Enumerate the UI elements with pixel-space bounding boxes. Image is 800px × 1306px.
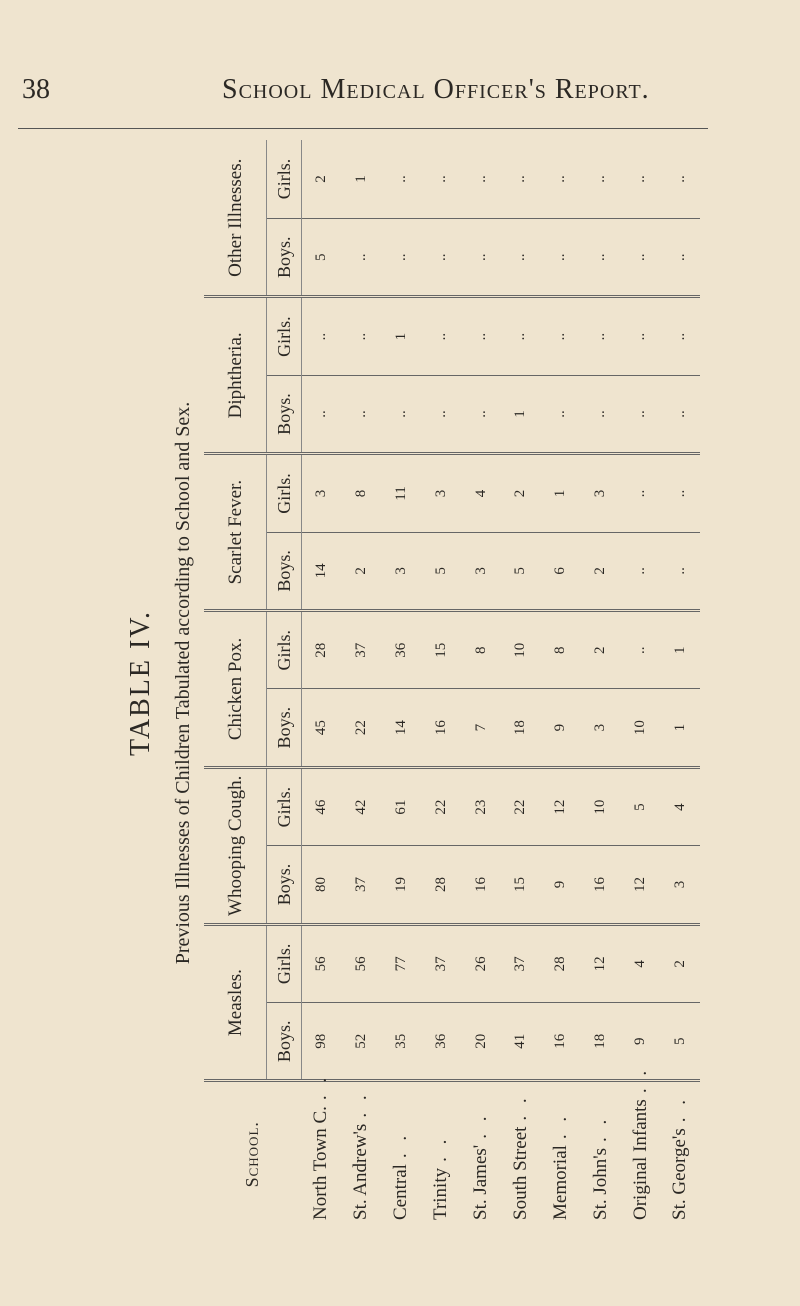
leader-dots: . . bbox=[470, 1112, 491, 1139]
count-cell: 28 bbox=[421, 846, 461, 924]
school-name: St. James' bbox=[470, 1144, 491, 1220]
count-cell: .. bbox=[661, 375, 701, 453]
count-cell: .. bbox=[581, 140, 621, 219]
count-cell: 52 bbox=[341, 1003, 381, 1081]
leader-dots: . . bbox=[549, 1112, 571, 1140]
count-cell: .. bbox=[421, 297, 461, 375]
school-name: Trinity bbox=[430, 1167, 452, 1220]
count-cell: 1 bbox=[661, 689, 701, 767]
count-cell: .. bbox=[661, 140, 701, 219]
table-row bbox=[341, 140, 381, 1226]
count-cell: 28 bbox=[302, 611, 342, 689]
school-name: St. Andrew's bbox=[350, 1123, 372, 1220]
count-cell: 5 bbox=[661, 1003, 701, 1081]
school-name: South Street bbox=[509, 1126, 531, 1220]
page-number: 38 bbox=[22, 74, 50, 105]
count-cell: 4 bbox=[461, 454, 501, 532]
count-cell: 3 bbox=[381, 532, 421, 610]
count-cell: 35 bbox=[381, 1003, 421, 1081]
count-cell: 37 bbox=[341, 846, 381, 924]
count-cell: 2 bbox=[661, 924, 701, 1002]
group-header: Scarlet Fever. bbox=[204, 454, 267, 611]
count-cell: 19 bbox=[381, 846, 421, 924]
count-cell: 56 bbox=[302, 924, 342, 1002]
leader-dots: . . bbox=[589, 1115, 611, 1142]
count-cell: 9 bbox=[621, 1003, 661, 1081]
running-head: School Medical Officer's Report. bbox=[222, 74, 650, 105]
count-cell: .. bbox=[501, 140, 541, 219]
count-cell: 5 bbox=[621, 767, 661, 845]
school-name: St. John's bbox=[589, 1147, 611, 1220]
table-row bbox=[381, 140, 421, 1226]
count-cell: .. bbox=[501, 219, 541, 297]
table-subtitle: Previous Illnesses of Children Tabulated according to School and Sex. bbox=[172, 401, 194, 965]
count-cell: .. bbox=[621, 532, 661, 610]
count-cell: 12 bbox=[541, 767, 581, 845]
table-row bbox=[501, 140, 541, 1226]
count-cell: 5 bbox=[302, 219, 342, 297]
school-name-cell bbox=[661, 1081, 701, 1226]
school-name-cell bbox=[381, 1081, 421, 1226]
count-cell: .. bbox=[381, 140, 421, 219]
group-header: Chicken Pox. bbox=[204, 611, 267, 768]
count-cell: 20 bbox=[461, 1003, 501, 1081]
table-row bbox=[661, 140, 701, 1226]
count-cell: 3 bbox=[581, 454, 621, 532]
count-cell: .. bbox=[461, 140, 501, 219]
count-cell: 2 bbox=[501, 454, 541, 532]
count-cell: .. bbox=[661, 219, 701, 297]
count-cell: 37 bbox=[341, 611, 381, 689]
count-cell: 9 bbox=[541, 689, 581, 767]
count-cell: 22 bbox=[421, 767, 461, 845]
girls-subheader: Girls. bbox=[267, 140, 302, 219]
count-cell: 26 bbox=[461, 924, 501, 1002]
count-cell: .. bbox=[341, 297, 381, 375]
table-row bbox=[461, 140, 501, 1226]
count-cell: 9 bbox=[541, 846, 581, 924]
count-cell: 1 bbox=[501, 375, 541, 453]
count-cell: 77 bbox=[381, 924, 421, 1002]
count-cell: 2 bbox=[302, 140, 342, 219]
school-name-cell bbox=[421, 1081, 461, 1226]
leader-dots: . . bbox=[629, 1066, 651, 1094]
count-cell: 18 bbox=[581, 1003, 621, 1081]
count-cell: .. bbox=[541, 140, 581, 219]
count-cell: 2 bbox=[581, 611, 621, 689]
boys-subheader: Boys. bbox=[267, 689, 302, 767]
header-rule bbox=[18, 128, 708, 129]
count-cell: .. bbox=[621, 375, 661, 453]
count-cell: 1 bbox=[341, 140, 381, 219]
table-row bbox=[421, 140, 461, 1226]
count-cell: .. bbox=[621, 611, 661, 689]
school-name: Original Infants bbox=[629, 1099, 651, 1220]
count-cell: .. bbox=[302, 375, 342, 453]
count-cell: 16 bbox=[461, 846, 501, 924]
count-cell: 42 bbox=[341, 767, 381, 845]
count-cell: 15 bbox=[501, 846, 541, 924]
count-cell: 3 bbox=[421, 454, 461, 532]
school-name-cell bbox=[621, 1066, 661, 1226]
count-cell: .. bbox=[541, 375, 581, 453]
school-name-cell bbox=[541, 1081, 581, 1226]
count-cell: 46 bbox=[302, 767, 342, 845]
count-cell: 8 bbox=[541, 611, 581, 689]
girls-subheader: Girls. bbox=[267, 924, 302, 1002]
school-name: Central bbox=[390, 1164, 412, 1220]
count-cell: 18 bbox=[501, 689, 541, 767]
count-cell: 98 bbox=[302, 1003, 342, 1081]
leader-dots: . . bbox=[509, 1094, 531, 1121]
count-cell: 45 bbox=[302, 689, 342, 767]
count-cell: .. bbox=[621, 219, 661, 297]
count-cell: 2 bbox=[341, 532, 381, 610]
count-cell: .. bbox=[661, 532, 701, 610]
boys-subheader: Boys. bbox=[267, 375, 302, 453]
count-cell: 15 bbox=[421, 611, 461, 689]
count-cell: .. bbox=[661, 297, 701, 375]
count-cell: .. bbox=[421, 375, 461, 453]
count-cell: 12 bbox=[581, 924, 621, 1002]
count-cell: 4 bbox=[661, 767, 701, 845]
boys-subheader: Boys. bbox=[267, 1003, 302, 1081]
girls-subheader: Girls. bbox=[267, 767, 302, 845]
school-name-cell bbox=[501, 1081, 541, 1226]
count-cell: .. bbox=[501, 297, 541, 375]
count-cell: .. bbox=[421, 219, 461, 297]
leader-dots: . . bbox=[669, 1096, 691, 1123]
leader-dots: . . bbox=[310, 1073, 332, 1101]
count-cell: .. bbox=[581, 297, 621, 375]
count-cell: 4 bbox=[621, 924, 661, 1002]
girls-subheader: Girls. bbox=[267, 297, 302, 375]
count-cell: .. bbox=[341, 219, 381, 297]
count-cell: 22 bbox=[501, 767, 541, 845]
count-cell: 16 bbox=[421, 689, 461, 767]
school-name-cell bbox=[302, 1073, 342, 1226]
boys-subheader: Boys. bbox=[267, 219, 302, 297]
count-cell: 37 bbox=[501, 924, 541, 1002]
girls-subheader: Girls. bbox=[267, 454, 302, 532]
boys-subheader: Boys. bbox=[267, 846, 302, 924]
count-cell: 3 bbox=[302, 454, 342, 532]
girls-subheader: Girls. bbox=[267, 611, 302, 689]
count-cell: .. bbox=[461, 375, 501, 453]
count-cell: 14 bbox=[302, 532, 342, 610]
table-row bbox=[302, 140, 342, 1226]
count-cell: .. bbox=[541, 219, 581, 297]
count-cell: 3 bbox=[461, 532, 501, 610]
count-cell: 8 bbox=[461, 611, 501, 689]
school-name-cell bbox=[461, 1081, 501, 1226]
count-cell: 16 bbox=[541, 1003, 581, 1081]
count-cell: 61 bbox=[381, 767, 421, 845]
count-cell: .. bbox=[381, 219, 421, 297]
count-cell: .. bbox=[621, 297, 661, 375]
school-name: Memorial bbox=[549, 1145, 571, 1220]
boys-subheader: Boys. bbox=[267, 532, 302, 610]
count-cell: .. bbox=[621, 140, 661, 219]
count-cell: .. bbox=[461, 219, 501, 297]
count-cell: 80 bbox=[302, 846, 342, 924]
count-cell: .. bbox=[581, 375, 621, 453]
count-cell: .. bbox=[621, 454, 661, 532]
count-cell: 36 bbox=[381, 611, 421, 689]
count-cell: 16 bbox=[581, 846, 621, 924]
count-cell: 36 bbox=[421, 1003, 461, 1081]
rotated-table-block bbox=[120, 140, 700, 1226]
count-cell: .. bbox=[341, 375, 381, 453]
count-cell: 1 bbox=[661, 611, 701, 689]
count-cell: 28 bbox=[541, 924, 581, 1002]
group-header: Whooping Cough. bbox=[204, 767, 267, 924]
count-cell: 3 bbox=[661, 846, 701, 924]
school-name-cell bbox=[341, 1081, 381, 1226]
count-cell: .. bbox=[541, 297, 581, 375]
leader-dots: . . bbox=[350, 1091, 372, 1118]
school-name-cell bbox=[581, 1081, 621, 1226]
table-row bbox=[581, 140, 621, 1226]
count-cell: 14 bbox=[381, 689, 421, 767]
leader-dots: . . bbox=[430, 1135, 452, 1162]
table-row bbox=[541, 140, 581, 1226]
count-cell: .. bbox=[421, 140, 461, 219]
count-cell: .. bbox=[461, 297, 501, 375]
count-cell: 37 bbox=[421, 924, 461, 1002]
count-cell: 1 bbox=[541, 454, 581, 532]
count-cell: .. bbox=[581, 219, 621, 297]
count-cell: 11 bbox=[381, 454, 421, 532]
table-row bbox=[621, 140, 661, 1226]
count-cell: .. bbox=[381, 375, 421, 453]
count-cell: 2 bbox=[581, 532, 621, 610]
school-name: St. George's bbox=[669, 1128, 691, 1220]
table-title: TABLE IV. bbox=[125, 610, 156, 756]
group-header: Measles. bbox=[204, 924, 267, 1081]
group-header: Diphtheria. bbox=[204, 297, 267, 454]
count-cell: .. bbox=[302, 297, 342, 375]
count-cell: .. bbox=[661, 454, 701, 532]
count-cell: 5 bbox=[421, 532, 461, 610]
count-cell: 3 bbox=[581, 689, 621, 767]
illness-table bbox=[204, 140, 700, 1226]
count-cell: 7 bbox=[461, 689, 501, 767]
leader-dots: . . bbox=[390, 1131, 412, 1159]
count-cell: 41 bbox=[501, 1003, 541, 1081]
group-header: Other Illnesses. bbox=[204, 140, 267, 297]
count-cell: 22 bbox=[341, 689, 381, 767]
count-cell: 10 bbox=[621, 689, 661, 767]
count-cell: 12 bbox=[621, 846, 661, 924]
school-name: North Town C. bbox=[310, 1106, 332, 1220]
school-header: School. bbox=[242, 1121, 263, 1188]
count-cell: 8 bbox=[341, 454, 381, 532]
count-cell: 23 bbox=[461, 767, 501, 845]
count-cell: 5 bbox=[501, 532, 541, 610]
count-cell: 1 bbox=[381, 297, 421, 375]
count-cell: 6 bbox=[541, 532, 581, 610]
count-cell: 56 bbox=[341, 924, 381, 1002]
count-cell: 10 bbox=[501, 611, 541, 689]
count-cell: 10 bbox=[581, 767, 621, 845]
